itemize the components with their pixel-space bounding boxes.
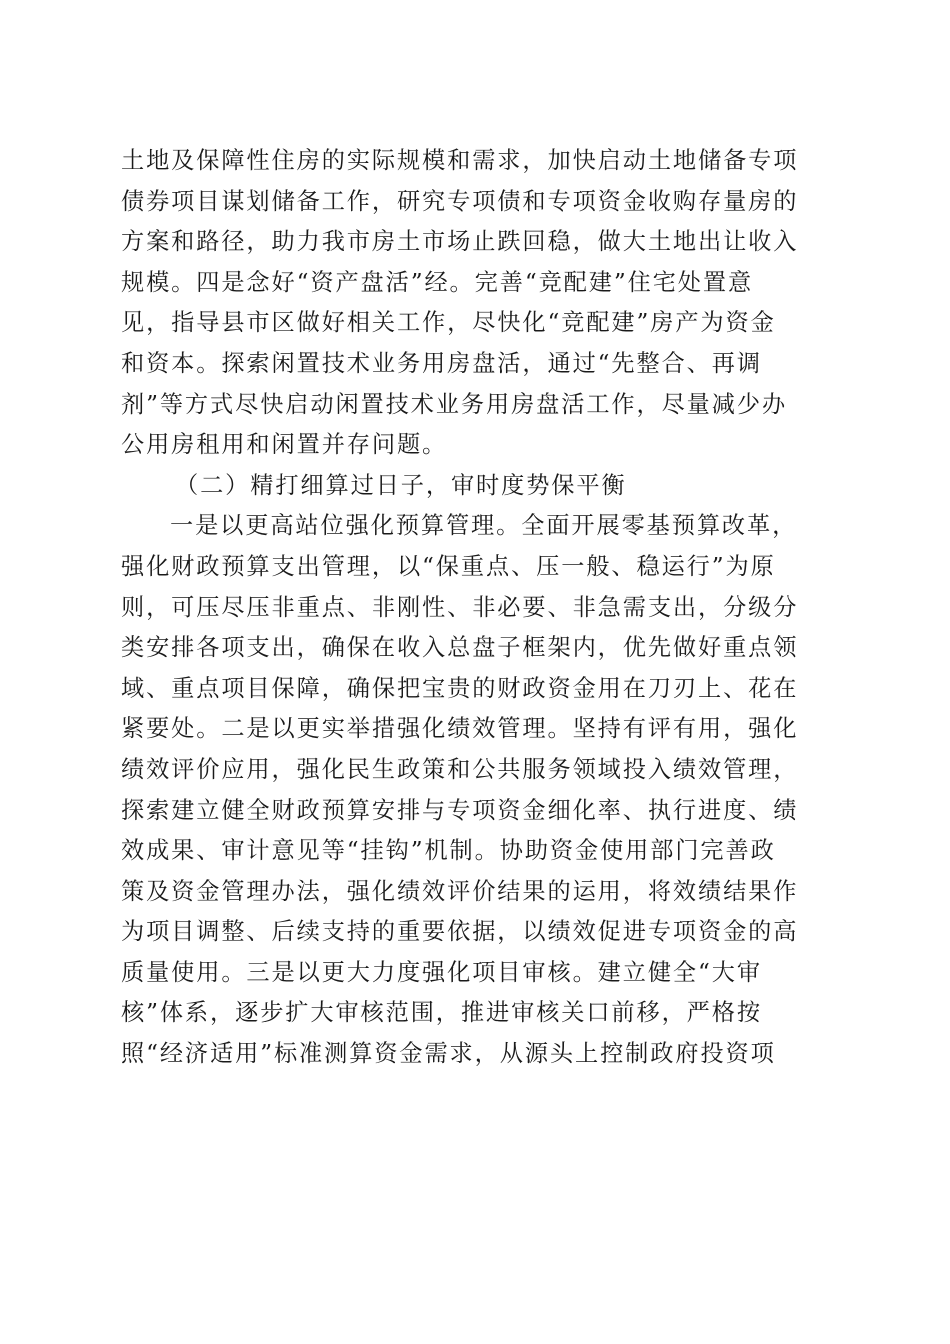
text-line: 剂”等方式尽快启动闲置技术业务用房盘活工作，尽量减少办 — [121, 390, 788, 418]
text-line: 绩效评价应用，强化民生政策和公共服务领域投入绩效管理， — [121, 755, 799, 783]
text-line: 则，可压尽压非重点、非刚性、非必要、非急需支出，分级分 — [121, 593, 799, 621]
text-line: 质量使用。三是以更大力度强化项目审核。建立健全“大审 — [121, 958, 762, 986]
text-line: 效成果、审计意见等“挂钩”机制。协助资金使用部门完善政 — [121, 837, 776, 865]
text-line: 域、重点项目保障，确保把宝贵的财政资金用在刀刃上、花在 — [121, 674, 799, 702]
text-line: 方案和路径，助力我市房土市场止跌回稳，做大土地出让收入 — [121, 228, 799, 256]
text-line: 类安排各项支出，确保在收入总盘子框架内，优先做好重点领 — [121, 634, 799, 662]
body-text — [121, 141, 821, 1075]
text-line: 和资本。探索闲置技术业务用房盘活，通过“先整合、再调 — [121, 349, 762, 377]
text-line: 照“经济适用”标准测算资金需求，从源头上控制政府投资项 — [121, 1040, 776, 1068]
text-line: 为项目调整、后续支持的重要依据，以绩效促进专项资金的高 — [121, 918, 799, 946]
text-line: 规模。四是念好“资产盘活”经。完善“竞配建”住宅处置意 — [121, 268, 754, 296]
text-line: 探索建立健全财政预算安排与专项资金细化率、执行进度、绩 — [121, 796, 799, 824]
paragraph-first-line: 一是以更高站位强化预算管理。全面开展零基预算改革， — [170, 512, 798, 540]
text-line: 紧要处。二是以更实举措强化绩效管理。坚持有评有用，强化 — [121, 715, 799, 743]
text-line: 强化财政预算支出管理，以“保重点、压一般、稳运行”为原 — [121, 552, 776, 580]
text-line: 公用房租用和闲置并存问题。 — [121, 431, 448, 459]
text-line: 土地及保障性住房的实际规模和需求，加快启动土地储备专项 — [121, 147, 799, 174]
text-line: 债券项目谋划储备工作，研究专项债和专项资金收购存量房的 — [121, 187, 799, 215]
text-line: 核”体系，逐步扩大审核范围，推进审核关口前移，严格按 — [121, 999, 762, 1027]
section-heading: （二）精打细算过日子，审时度势保平衡 — [175, 471, 627, 499]
text-line: 见，指导县市区做好相关工作，尽快化“竞配建”房产为资金 — [121, 309, 776, 337]
text-line: 策及资金管理办法，强化绩效评价结果的运用，将效绩结果作 — [121, 877, 799, 905]
